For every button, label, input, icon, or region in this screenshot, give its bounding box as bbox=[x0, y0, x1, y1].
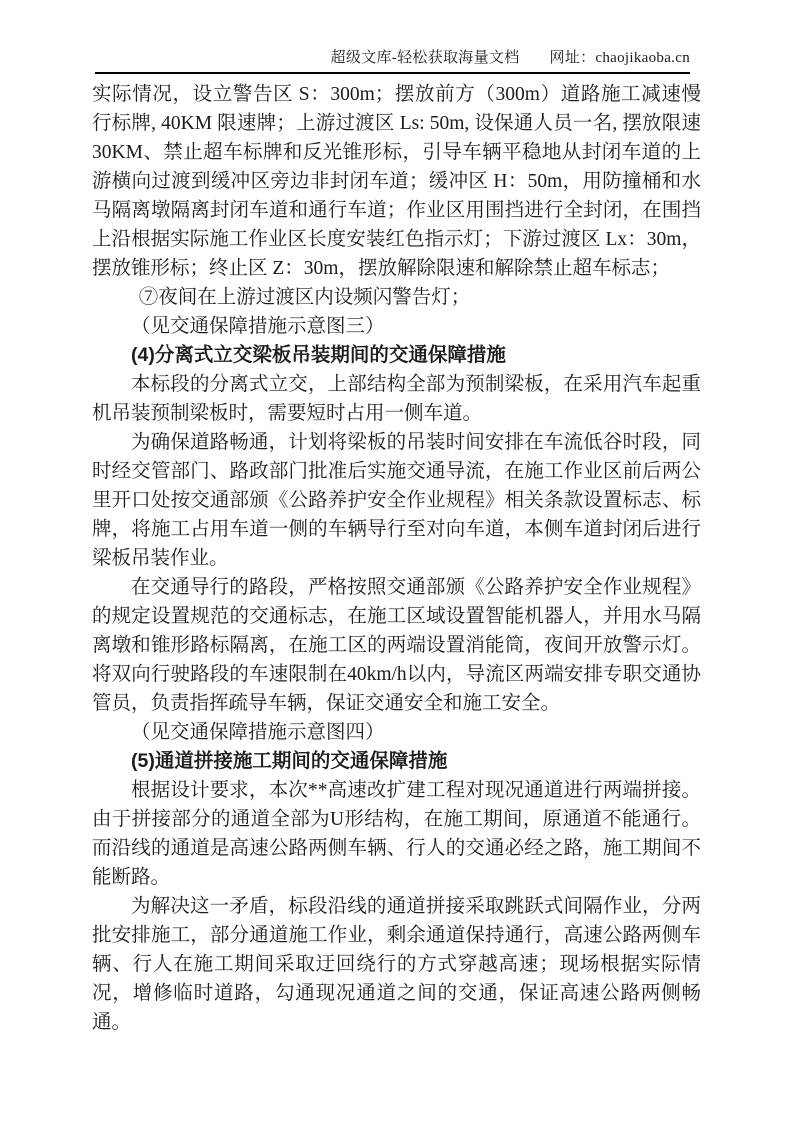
paragraph-channel-splicing-solution: 为解决这一矛盾，标段沿线的通道拼接采取跳跃式间隔作业，分两批安排施工，部分通道施工作业，剩余通道保持通行，高速公路两侧车辆、行人在施工期间采取迂回绕行的方式穿越高速；现场根据实际情况，增修临时道路，勾通现况通道之间的交通，保证高速公路两侧畅通。 bbox=[92, 896, 701, 1033]
header-divider-line bbox=[95, 72, 690, 74]
section-heading-4-girder-hoisting: (4)分离式立交梁板吊装期间的交通保障措施 bbox=[131, 344, 506, 366]
document-body bbox=[92, 80, 701, 1037]
list-item-night-warning-light: ⑦夜间在上游过渡区内设频闪警告灯； bbox=[138, 287, 471, 308]
section-heading-5-channel-splicing: (5)通道拼接施工期间的交通保障措施 bbox=[131, 750, 448, 772]
paragraph-diversion-section-measures: 在交通导行的路段，严格按照交通部颁《公路养护安全作业规程》的规定设置规范的交通标志，在施工区域设置智能机器人，并用水马隔离墩和锥形路标隔离，在施工区的两端设置消能筒，夜间开放警示灯。将双向行驶路段的车速限制在40km/h以内，导流区两端安排专职交通协管员，负责指挥疏导车辆，保证交通安全和施工安全。 bbox=[92, 577, 701, 714]
note-see-diagram-four: （见交通保障措施示意图四） bbox=[131, 722, 385, 743]
watermark-site-name: 超级文库-轻松获取海量文档 bbox=[330, 50, 520, 66]
page-header-watermark bbox=[95, 46, 690, 67]
paragraph-channel-splicing-requirement: 根据设计要求，本次**高速改扩建工程对现况通道进行两端拼接。由于拼接部分的通道全部为U形结构，在施工期间，原通道不能通行。而沿线的通道是高速公路两侧车辆、行人的交通必经之路，施工期间不能断路。 bbox=[92, 780, 701, 888]
paragraph-traffic-diversion-plan: 为确保道路畅通，计划将梁板的吊装时间安排在车流低谷时段，同时经交管部门、路政部门批准后实施交通导流，在施工作业区前后两公里开口处按交通部颁《公路养护安全作业规程》相关条款设置标志、标牌，将施工占用车道一侧的车辆导行至对向车道，本侧车道封闭后进行梁板吊装作业。 bbox=[92, 432, 701, 569]
note-see-diagram-three: （见交通保障措施示意图三） bbox=[131, 316, 385, 337]
paragraph-continuation-traffic-zones: 实际情况，设立警告区 S：300m；摆放前方（300m）道路施工减速慢行标牌, 40KM 限速牌；上游过渡区 Ls: 50m, 设保通人员一名, 摆放限速 30KM、禁止超车标牌和反光锥形标，引导车辆平稳地从封闭车道的上游横向过渡到缓冲区旁边非封闭车道；缓冲区 H：50m，用防撞桶和水马隔离墩隔离封闭车道和通行车道；作业区用围挡进行全封闭，在围挡上沿根据实际施工作业区长度安装红色指示灯；下游过渡区 Lx：30m，摆放锥形标；终止区 Z：30m，摆放解除限速和解除禁止超车标志； bbox=[92, 84, 701, 279]
watermark-site-url: 网址：chaojikaoba.cn bbox=[549, 50, 690, 66]
paragraph-separate-interchange-intro: 本标段的分离式立交，上部结构全部为预制梁板，在采用汽车起重机吊装预制梁板时，需要短时占用一侧车道。 bbox=[92, 374, 701, 424]
